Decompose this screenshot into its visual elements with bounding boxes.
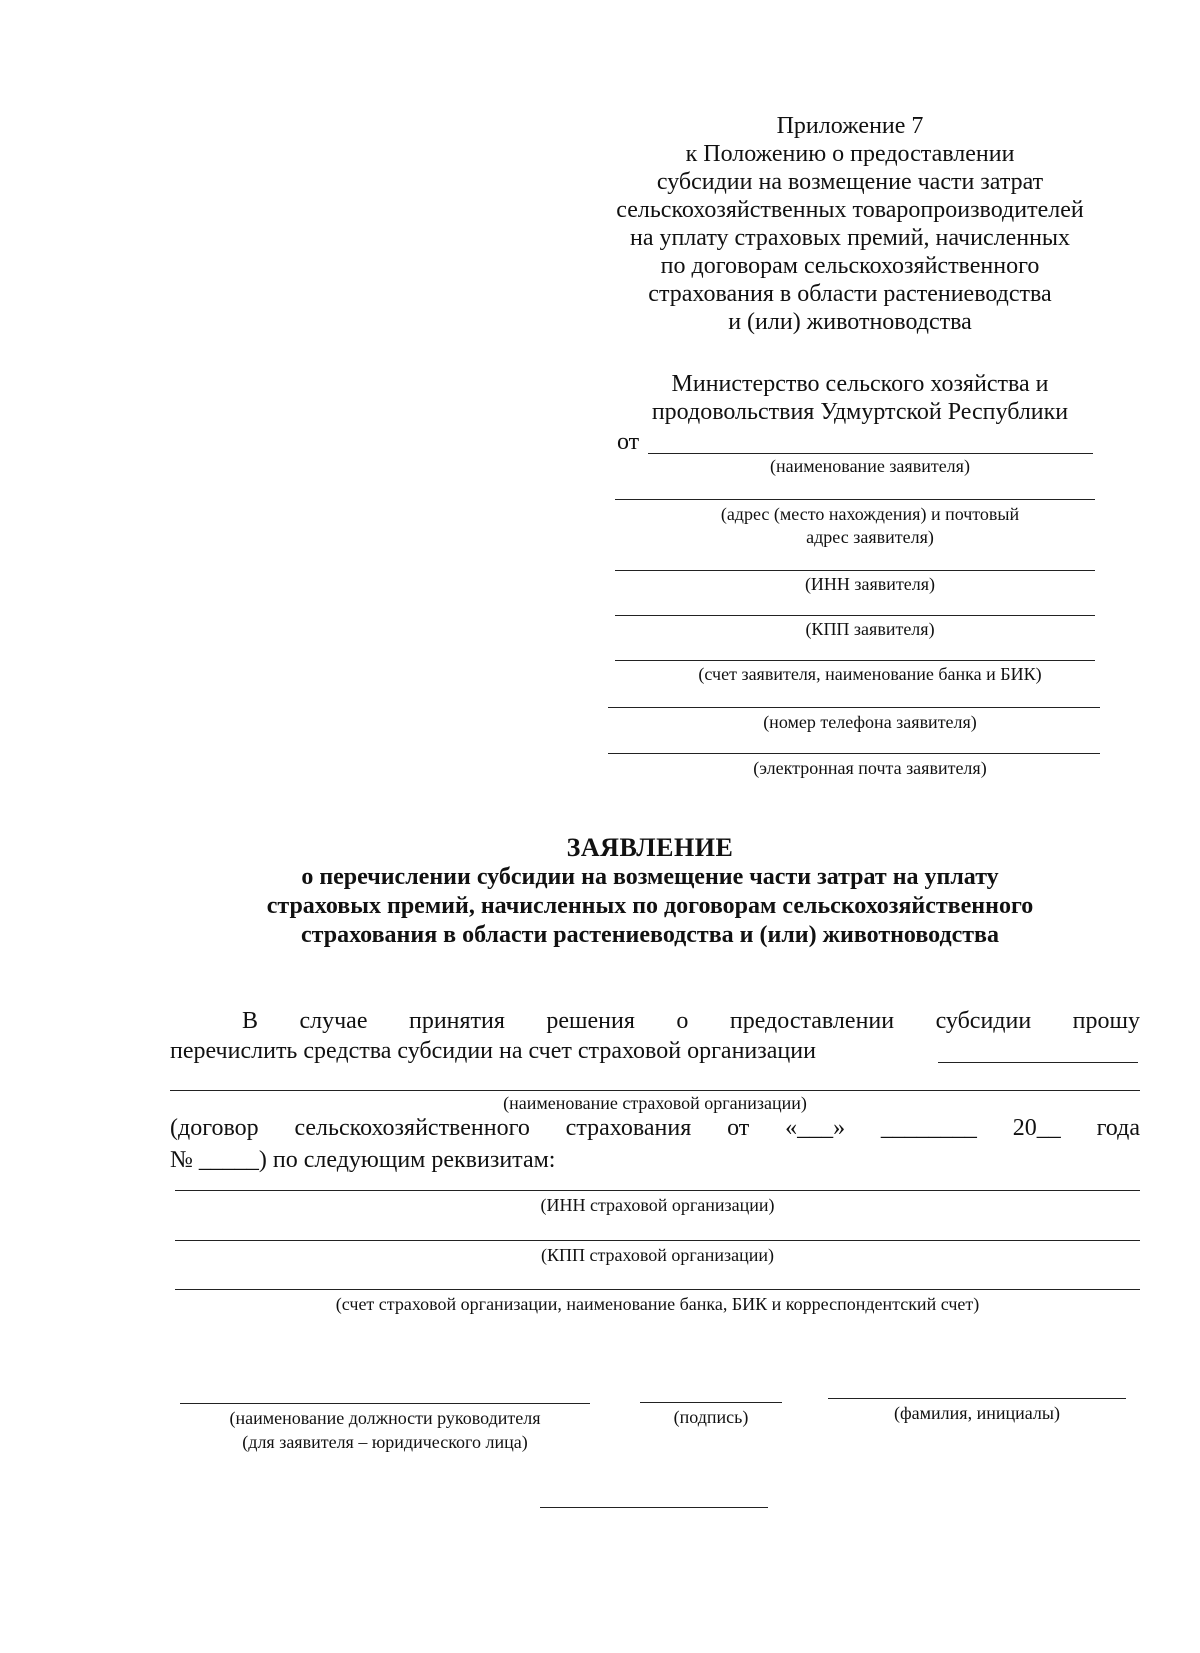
position-field[interactable] [180, 1403, 590, 1404]
word: страхования [565, 1115, 692, 1141]
full-name-caption: (фамилия, инициалы) [894, 1403, 1060, 1423]
position-caption: (для заявителя – юридического лица) [242, 1432, 528, 1452]
position-caption: (наименование должности руководителя [229, 1408, 541, 1428]
signature-caption: (подпись) [673, 1407, 749, 1427]
applicant-name-caption: (наименование заявителя) [770, 456, 970, 476]
applicant-name-field[interactable] [648, 453, 1093, 454]
applicant-address-caption: (адрес (место нахождения) и почтовый [720, 504, 1020, 524]
paragraph-line: перечислить средства субсидии на счет страховой организации [170, 1038, 816, 1064]
subtitle-line: страхования в области растениеводства и (или) животноводства [301, 922, 999, 948]
applicant-phone-caption: (номер телефона заявителя) [763, 712, 977, 732]
applicant-email-field[interactable] [608, 753, 1100, 754]
document-subtitle [150, 863, 1150, 950]
document-title: ЗАЯВЛЕНИЕ [566, 833, 734, 862]
word: предоставлении [729, 1008, 895, 1034]
insurer-name-field-start[interactable] [938, 1062, 1138, 1063]
word: В [242, 1008, 259, 1034]
insurer-account-field[interactable] [175, 1289, 1140, 1290]
applicant-account-field[interactable] [615, 660, 1095, 661]
appendix-line: субсидии на возмещение части затрат [656, 169, 1044, 195]
addressee-line: продовольствия Удмуртской Республики [651, 399, 1069, 425]
word: сельскохозяйственного [294, 1115, 530, 1141]
contract-line [170, 1114, 1140, 1142]
appendix-line: Приложение 7 [776, 113, 924, 139]
word: от [727, 1115, 750, 1141]
appendix-line: сельскохозяйственных товаропроизводителей [616, 197, 1084, 223]
addressee-line: Министерство сельского хозяйства и [671, 371, 1049, 397]
addressee [600, 370, 1120, 426]
appendix-line: и (или) животноводства [728, 309, 972, 335]
insurer-account-caption: (счет страховой организации, наименование банка, БИК и корреспондентский счет) [335, 1294, 980, 1314]
applicant-address-caption: адрес заявителя) [806, 527, 934, 547]
full-name-field[interactable] [828, 1398, 1126, 1399]
applicant-kpp-caption: (КПП заявителя) [805, 619, 935, 639]
applicant-account-caption: (счет заявителя, наименование банка и БИК) [698, 664, 1042, 684]
subtitle-line: о перечислении субсидии на возмещение части затрат на уплату [301, 864, 999, 890]
subtitle-line: страховых премий, начисленных по договорам сельскохозяйственного [266, 893, 1034, 919]
applicant-phone-field[interactable] [608, 707, 1100, 708]
insurer-name-field[interactable] [170, 1090, 1140, 1091]
footer-separator [540, 1507, 768, 1508]
contract-day-field[interactable]: «___» [785, 1115, 846, 1141]
word: субсидии [935, 1008, 1032, 1034]
from-label: от [617, 429, 640, 455]
contract-year-field[interactable]: 20__ [1012, 1115, 1061, 1141]
insurer-inn-field[interactable] [175, 1190, 1140, 1191]
appendix-line: страхования в области растениеводства [648, 281, 1052, 307]
word: решения [546, 1008, 635, 1034]
word: прошу [1072, 1008, 1140, 1034]
appendix-line: по договорам сельскохозяйственного [660, 253, 1040, 279]
applicant-kpp-field[interactable] [615, 615, 1095, 616]
appendix-line: на уплату страховых премий, начисленных [629, 225, 1071, 251]
insurer-kpp-field[interactable] [175, 1240, 1140, 1241]
applicant-address-field[interactable] [615, 499, 1095, 500]
contract-month-field[interactable]: ________ [880, 1115, 977, 1141]
insurer-inn-caption: (ИНН страховой организации) [540, 1195, 775, 1215]
appendix-header [570, 112, 1130, 336]
word: принятия [408, 1008, 505, 1034]
word: случае [299, 1008, 368, 1034]
contract-number-line: № _____) по следующим реквизитам: [170, 1147, 556, 1173]
paragraph-line [170, 1007, 1140, 1035]
word: о [676, 1008, 689, 1034]
insurer-name-caption: (наименование страховой организации) [503, 1093, 807, 1113]
signature-field[interactable] [640, 1402, 782, 1403]
appendix-line: к Положению о предоставлении [685, 141, 1015, 167]
applicant-inn-caption: (ИНН заявителя) [804, 574, 936, 594]
word: (договор [170, 1115, 259, 1141]
word: года [1096, 1115, 1140, 1141]
applicant-inn-field[interactable] [615, 570, 1095, 571]
insurer-kpp-caption: (КПП страховой организации) [540, 1245, 774, 1265]
applicant-email-caption: (электронная почта заявителя) [753, 758, 987, 778]
